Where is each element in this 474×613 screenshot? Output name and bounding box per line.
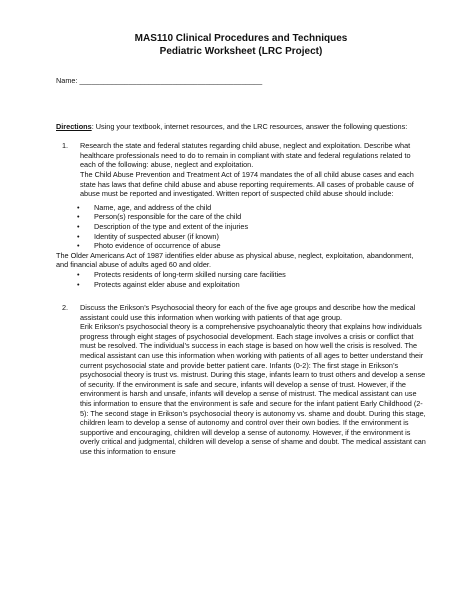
- list-item: • Description of the type and extent of the injuries: [94, 222, 426, 232]
- title-line-1: MAS110 Clinical Procedures and Techniques: [134, 33, 348, 44]
- name-blank-line: _____________________________________________: [79, 76, 263, 85]
- question-1-answer: The Child Abuse Prevention and Treatment Act of 1974 mandates the of all child abuse cases and each state has laws that define child abuse and abuse reporting requirements. All cases of probable cause of abuse must be reported and investigated. Written report of suspected child abuse should include:: [80, 169, 414, 199]
- name-label: Name:: [56, 76, 78, 85]
- question-2-number: 2.: [62, 303, 69, 313]
- directions: [56, 122, 426, 132]
- question-2-answer: Erik Erikson’s psychosocial theory is a comprehensive psychoanalytic theory that explains how individuals progress through eight stages of psychosocial development. Each stage involves a crisis or conflict that must be resolved. The individual’s success in each stage is based on how well the crisis is resolved. The medical assistant can use this information when working with patients of all ages to better understand their current psychosocial state and provide better patient care. Infants (0-2): The first stage in Erikson’s psychosocial theory is trust vs. mistrust. During this stage, infants learn to trust others and develop a sense of security. If the environment is safe and secure, infants will develop a sense of trust. However, if the environment is harsh and unsafe, infants will develop a sense of mistrust. The medical assistant can use this information to ensure that the environment is safe and secure for the infant patient Early Childhood (2-5): The second stage in Erikson’s psychosocial theory is autonomy vs. shame and doubt. During this stage, children learn to develop a sense of autonomy and control over their own bodies. If the environment is supportive and encouraging, children will develop a sense of autonomy. However, if the environment is overly critical and judgmental, children will develop a sense of shame and doubt. The medical assistant can use this information to ensure: [80, 322, 426, 456]
- list-item: • Person(s) responsible for the care of the child: [94, 212, 426, 222]
- question-1-number: 1.: [62, 141, 69, 151]
- question-2-prompt: Discuss the Erikson’s Psychosocial theory for each of the five age groups and describe how the medical assistant could use this information when working with patients of that age group.: [80, 303, 416, 322]
- question-1: [56, 141, 426, 199]
- question-2: [56, 303, 426, 457]
- child-abuse-report-list: [56, 203, 426, 251]
- list-item: • Photo evidence of occurrence of abuse: [94, 241, 426, 251]
- title-line-2: Pediatric Worksheet (LRC Project): [159, 46, 323, 57]
- directions-label: Directions: [56, 121, 92, 131]
- question-1-prompt: Research the state and federal statutes regarding child abuse, neglect and exploitation. Describe what healthcare professionals need to do to remain in compliant with state and federal regulations related to each of the following: abuse, neglect and exploitation.: [80, 141, 411, 170]
- elder-abuse-text: The Older Americans Act of 1987 identifies elder abuse as physical abuse, neglect, exploitation, abandonment, and financial abuse of adults aged 60 and older.: [56, 250, 414, 270]
- list-item: • Identity of suspected abuser (if known): [94, 232, 426, 242]
- elder-abuse-list: [56, 270, 426, 289]
- directions-text: : Using your textbook, internet resources, and the LRC resources, answer the following questions:: [91, 121, 408, 131]
- list-item: • Protects residents of long-term skilled nursing care facilities: [94, 270, 426, 280]
- name-field[interactable]: [56, 76, 426, 86]
- list-item: • Protects against elder abuse and exploitation: [94, 280, 426, 290]
- list-item: • Name, age, and address of the child: [94, 203, 426, 213]
